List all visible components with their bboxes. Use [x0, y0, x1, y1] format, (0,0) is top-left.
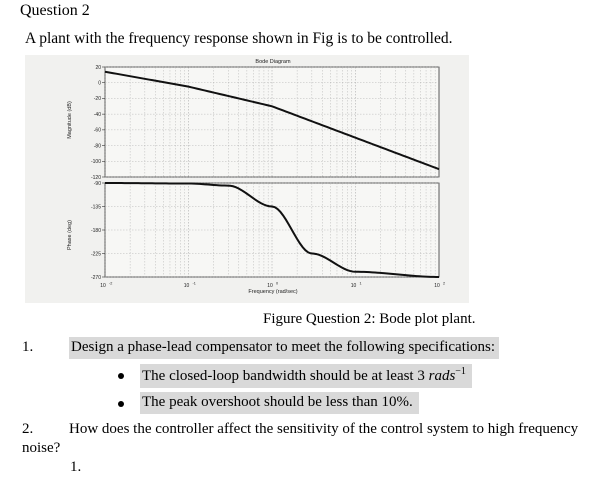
bullet-1	[118, 373, 124, 379]
frequency-axis-label: Frequency (rad/sec)	[248, 289, 298, 295]
bullet-1-exponent: −1	[455, 366, 466, 377]
magnitude-tick-label: 20	[95, 64, 101, 71]
x-tick-exponent: 1	[359, 281, 362, 286]
x-tick-exponent: -1	[192, 281, 196, 286]
bullet-2-text: The peak overshoot should be less than 10%.	[140, 392, 419, 414]
phase-tick-label: -135	[90, 204, 101, 211]
answer-number: 1.	[70, 459, 82, 475]
magnitude-tick-label: -120	[90, 174, 101, 181]
x-tick-label: 10	[350, 283, 357, 289]
x-tick-exponent: 2	[443, 281, 446, 286]
bode-figure	[25, 55, 469, 303]
bullet-2	[118, 401, 124, 407]
phase-tick-label: -270	[90, 274, 101, 281]
item-2-text: How does the controller affect the sensitivity of the control system to high frequency	[69, 421, 579, 437]
item-1-text: Design a phase-lead compensator to meet the following specifications:	[69, 337, 499, 359]
magnitude-tick-label: -100	[90, 159, 101, 166]
x-tick-exponent: 0	[276, 281, 279, 286]
item-2-number: 2.	[22, 421, 34, 437]
phase-tick-label: -225	[90, 251, 101, 258]
question-title: Question 2	[20, 2, 90, 19]
bode-title: Bode Diagram	[255, 59, 291, 65]
bullet-1-unit: rads	[428, 368, 456, 384]
intro-text: A plant with the frequency response shown in Fig is to be controlled.	[25, 30, 453, 47]
x-tick-label: 10	[434, 283, 440, 289]
x-tick-label: 10	[100, 283, 106, 289]
phase-tick-label: -90	[93, 180, 101, 187]
figure-caption: Figure Question 2: Bode plot plant.	[263, 311, 476, 327]
bullet-1-main: The closed-loop bandwidth should be at least 3	[142, 368, 429, 384]
magnitude-tick-label: -20	[93, 96, 101, 103]
item-2-continuation: noise?	[22, 440, 61, 456]
phase-axis-label: Phase (deg)	[67, 220, 73, 250]
magnitude-tick-label: 0	[98, 80, 101, 87]
bullet-1-text	[140, 364, 472, 388]
x-tick-label: 10	[267, 283, 273, 289]
phase-tick-label: -180	[90, 227, 101, 234]
magnitude-tick-label: -40	[93, 111, 101, 118]
magnitude-axis-label: Magnitude (dB)	[67, 101, 73, 139]
x-tick-label: 10	[183, 283, 190, 289]
x-tick-exponent: -2	[109, 281, 113, 286]
magnitude-tick-label: -60	[93, 127, 101, 134]
magnitude-tick-label: -80	[93, 143, 101, 150]
phase-frame	[105, 183, 439, 277]
item-1-number: 1.	[22, 339, 34, 355]
